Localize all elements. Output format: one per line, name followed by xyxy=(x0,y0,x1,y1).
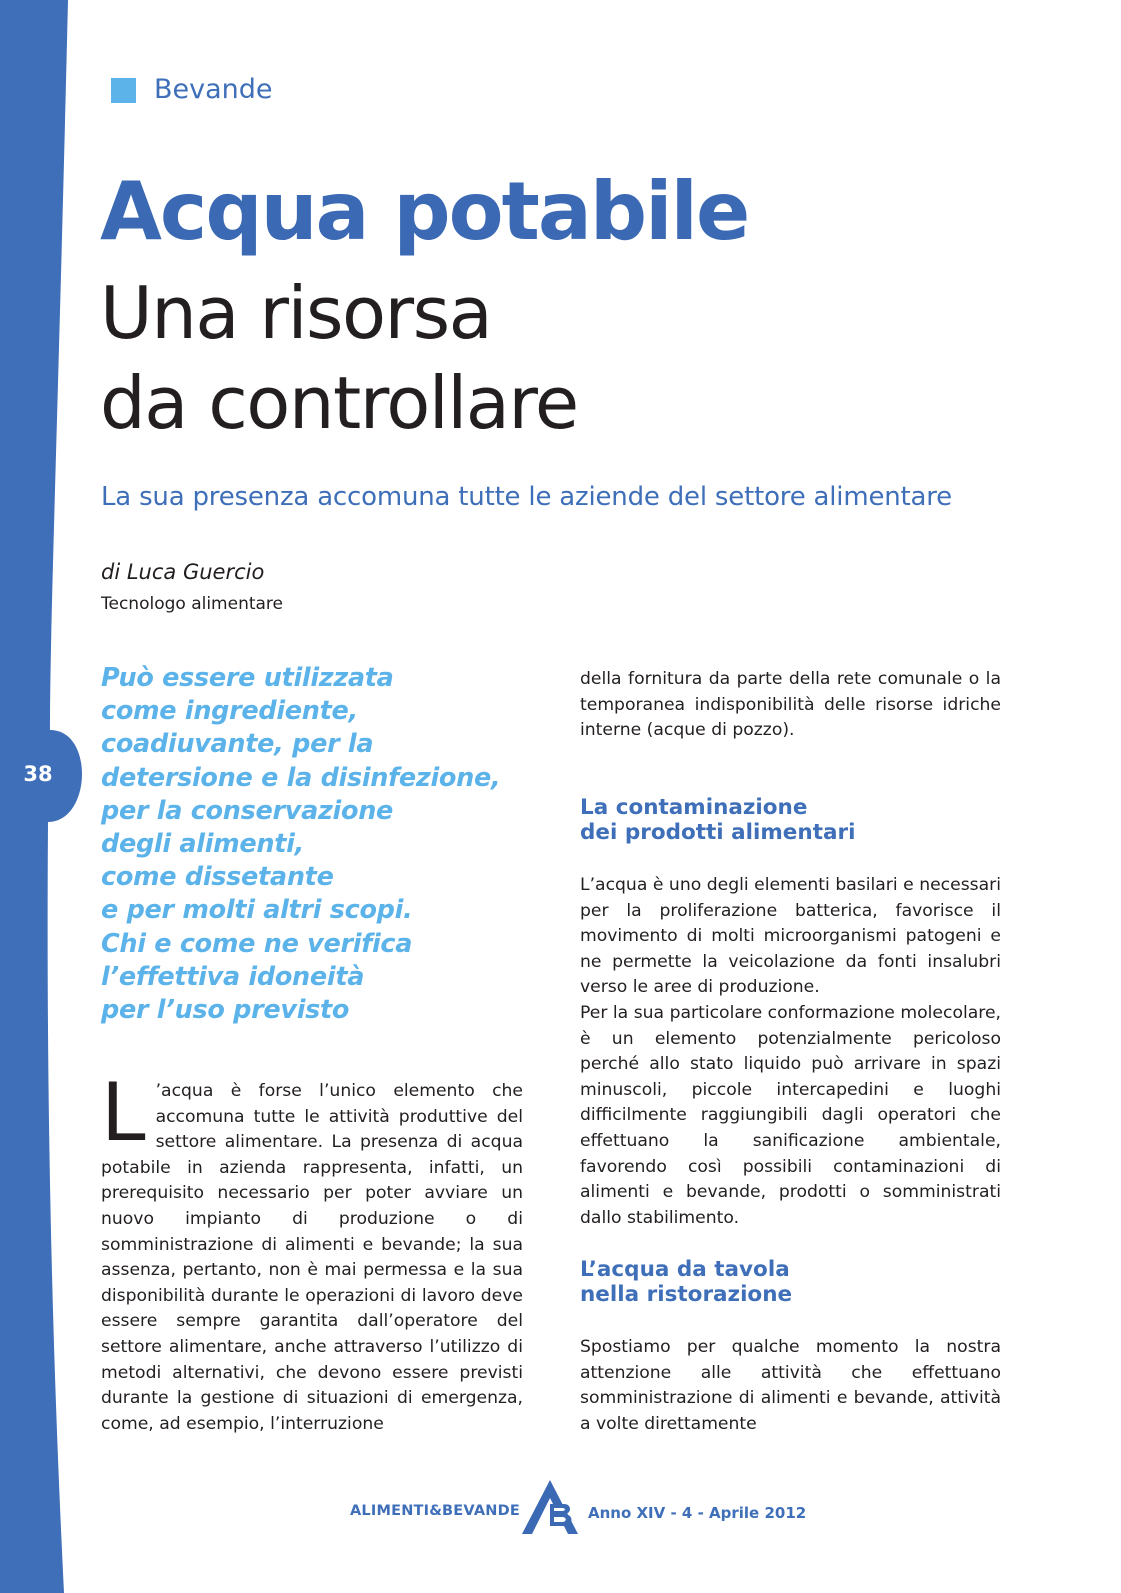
article-subtitle-lines xyxy=(100,268,578,448)
body-right-continuation xyxy=(580,667,1001,744)
magazine-name: ALIMENTI&BEVANDE xyxy=(350,1503,520,1519)
section-label xyxy=(111,72,273,106)
heading-line: dei prodotti alimentari xyxy=(580,820,856,845)
article-title: Acqua potabile xyxy=(100,165,749,258)
pull-quote-line: per la conservazione xyxy=(101,795,394,826)
heading-line: La contaminazione xyxy=(580,795,808,820)
body-right-section1 xyxy=(580,873,1001,1231)
pull-quote-line: Può essere utilizzata xyxy=(101,663,394,693)
pull-quote-line: l’effettiva idoneità xyxy=(101,961,365,992)
pull-quote xyxy=(101,662,541,1027)
pull-quote-line: per l’uso previsto xyxy=(101,995,350,1026)
drop-cap: L xyxy=(101,1066,146,1159)
section-heading-contaminazione xyxy=(580,795,855,845)
body-right-section2 xyxy=(580,1335,1001,1437)
body-column-left xyxy=(101,1066,523,1437)
pull-quote-line: degli alimenti, xyxy=(101,829,304,860)
heading-line: nella ristorazione xyxy=(580,1282,793,1307)
section-heading-acqua-tavola xyxy=(580,1257,792,1307)
pull-quote-line: come ingrediente, xyxy=(101,696,358,727)
page-footer xyxy=(0,1478,1121,1538)
body-paragraph: Spostiamo per qualche momento la nostra attenzione alle attività che effettuano somministrazione di alimenti e bevande, attività a volte direttamente xyxy=(580,1337,1001,1434)
body-paragraph: della fornitura da parte della rete comunale o la temporanea indisponibilità delle risorse idriche interne (acque di pozzo). xyxy=(580,669,1001,741)
pull-quote-line: coadiuvante, per la xyxy=(101,729,374,760)
section-square-icon xyxy=(111,78,136,103)
title-sub-line-2: da controllare xyxy=(100,361,578,445)
body-paragraph: Per la sua particolare conformazione molecolare, è un elemento potenzialmente pericoloso perché allo stato liquido può arrivare in spazi minuscoli, piccole intercapedini e luoghi difficilmente raggiungibili dagli operatori che effettuano la sanificazione ambientale, favorendo così possibili contaminazioni di alimenti e bevande, prodotti o somministrati dallo stabilimento. xyxy=(580,1002,1001,1228)
pull-quote-line: come dissetante xyxy=(101,862,334,893)
issue-info: Anno XIV - 4 - Aprile 2012 xyxy=(588,1504,807,1522)
body-paragraph: L’acqua è uno degli elementi basilari e necessari per la proliferazione batterica, favorisce il movimento di molti microorganismi patogeni e ne permette la veicolazione da fonti insalubri verso le aree di produzione. xyxy=(580,875,1001,998)
section-label-text: Bevande xyxy=(154,73,273,105)
pull-quote-line: Chi e come ne verifica xyxy=(101,928,413,959)
pull-quote-line: detersione e la disinfezione, xyxy=(101,762,501,793)
pull-quote-line: e per molti altri scopi. xyxy=(101,895,413,926)
body-left-text: ’acqua è forse l’unico elemento che accomuna tutte le attività produttive del settore alimentare. La presenza di acqua potabile in azienda rappresenta, infatti, un prerequisito necessario per poter avviare un nuovo impianto di produzione o di somministrazione di alimenti e bevande; la sua assenza, pertanto, non è mai permessa e la sua disponibilità durante le operazioni di lavoro deve essere sempre garantita dall’operatore del settore alimentare, anche attraverso l’utilizzo di metodi alternativi, che devono essere previsti durante la gestione di situazioni di emergenza, come, ad esempio, l’interruzione xyxy=(101,1081,523,1434)
author-role: Tecnologo alimentare xyxy=(101,594,284,614)
article-deck: La sua presenza accomuna tutte le aziende del settore alimentare xyxy=(101,482,952,512)
page-number: 38 xyxy=(23,762,53,786)
title-sub-line-1: Una risorsa xyxy=(100,271,492,355)
magazine-logo-icon xyxy=(520,1478,582,1536)
heading-line: L’acqua da tavola xyxy=(580,1257,790,1282)
author-name: di Luca Guercio xyxy=(101,560,265,584)
